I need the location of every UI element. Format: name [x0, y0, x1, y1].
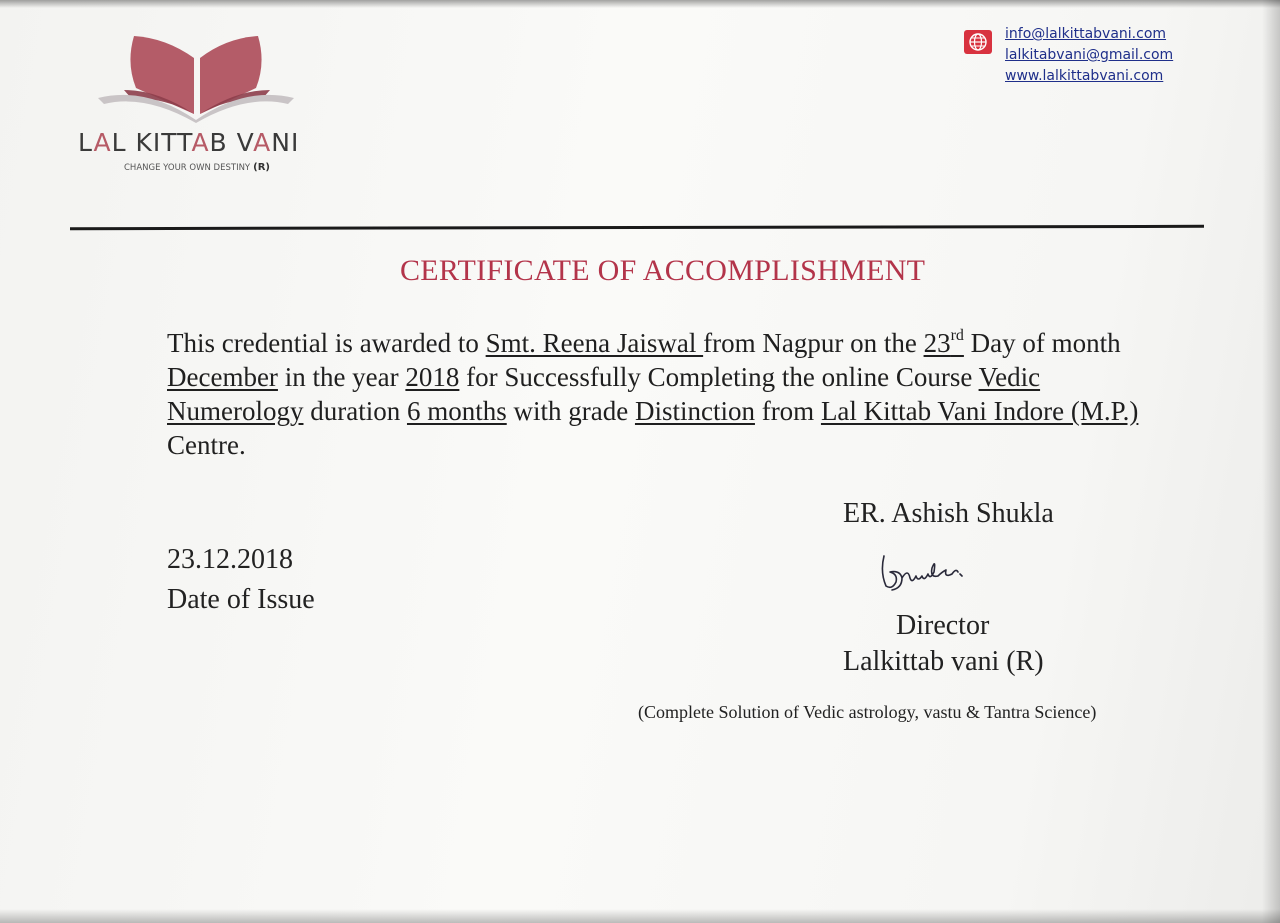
website-link[interactable]: www.lalkittabvani.com: [1005, 68, 1164, 84]
photo-shadow-top: [0, 0, 1280, 8]
signatory-name: ER. Ashish Shukla: [843, 498, 1054, 529]
recipient-name: Smt. Reena Jaiswal: [485, 328, 704, 358]
contact-block: [1005, 24, 1173, 87]
certificate-body: This credential is awarded to Smt. Reena Jaiswal from Nagpur on the 23rd Day of month December in the year 2018 for Successfully Completing the online Course Vedic Numerology duration 6 months with grade Distinction from Lal Kittab Vani Indore (M.P.) Centre.: [167, 327, 1139, 460]
handwritten-signature: [872, 548, 982, 598]
photo-shadow-bottom: [0, 909, 1280, 923]
header-divider: [70, 225, 1204, 230]
course-name: Vedic Numerology: [167, 362, 1041, 426]
brand-tagline: CHANGE YOUR OWN DESTINY (R): [124, 162, 270, 173]
grade: Distinction: [634, 396, 755, 426]
institute-name: Lal Kittab Vani Indore (M.P.): [820, 396, 1139, 426]
email-link-gmail[interactable]: lalkitabvani@gmail.com: [1005, 47, 1174, 63]
signatory-organization: Lalkittab vani (R): [843, 646, 1044, 677]
open-book-icon: [96, 28, 296, 123]
award-year: 2018: [405, 362, 460, 392]
issue-date-label: Date of Issue: [167, 584, 315, 615]
email-link-info[interactable]: info@lalkittabvani.com: [1005, 26, 1167, 42]
issue-date: 23.12.2018: [167, 544, 293, 575]
award-day: 23rd: [923, 327, 964, 358]
photo-shadow-right: [1262, 0, 1280, 923]
issue-block: [167, 540, 315, 620]
signatory-title: Director: [896, 610, 990, 641]
organization-footnote: (Complete Solution of Vedic astrology, vastu & Tantra Science): [638, 702, 1097, 722]
course-duration: 6 months: [406, 396, 507, 426]
certificate-title: CERTIFICATE OF ACCOMPLISHMENT: [400, 254, 926, 287]
logo: [78, 28, 318, 188]
brand-name: LAL KITTAB VANI: [78, 128, 300, 157]
award-month: December: [167, 362, 278, 392]
globe-icon: [964, 30, 992, 54]
